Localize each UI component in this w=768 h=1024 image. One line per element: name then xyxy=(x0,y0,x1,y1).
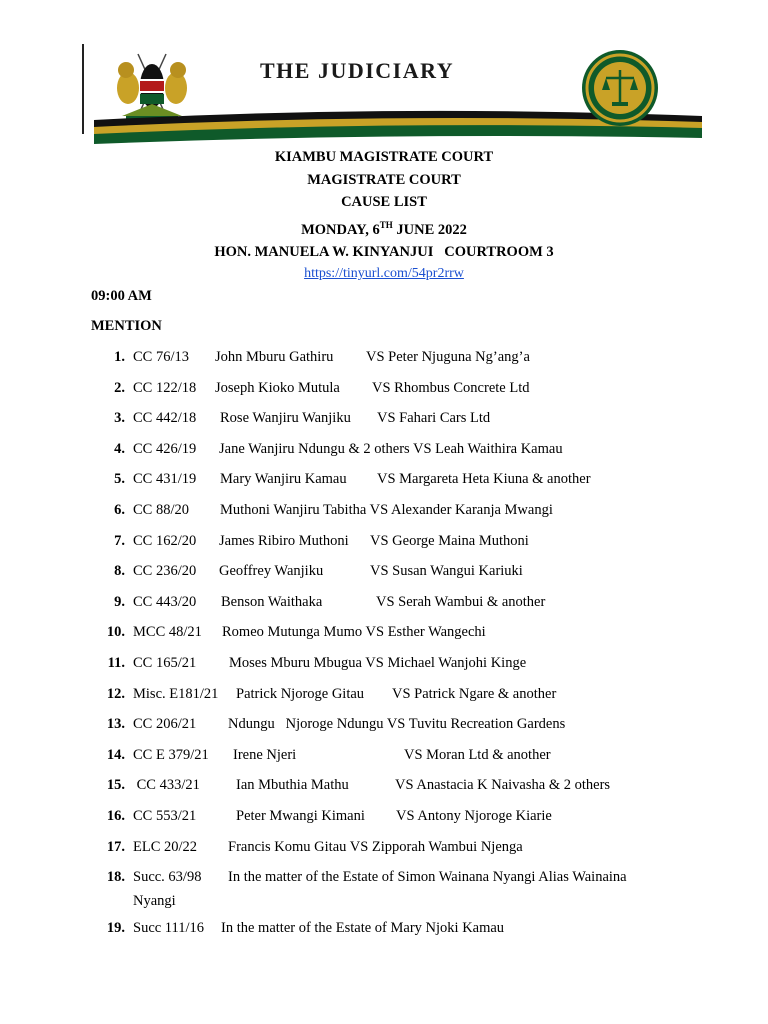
case-reference: CC 122/18 xyxy=(133,379,197,396)
case-respondent: VS Peter Njuguna Ng’ang’a xyxy=(366,349,530,365)
item-number: 5. xyxy=(114,471,125,488)
case-parties: Peter Mwangi Kimani xyxy=(236,807,365,824)
case-parties: Jane Wanjiru Ndungu & 2 others VS Leah Waithira Kamau xyxy=(219,440,563,457)
margin-rule xyxy=(82,44,84,134)
item-number: 9. xyxy=(114,593,125,610)
case-parties: John Mburu Gathiru xyxy=(215,349,334,365)
cause-list-item xyxy=(0,624,768,655)
case-parties: Benson Waithaka xyxy=(221,593,323,610)
case-reference: CC 431/19 xyxy=(133,471,197,488)
date-prefix: MONDAY, 6 xyxy=(301,221,380,238)
case-respondent: VS Rhombus Concrete Ltd xyxy=(372,379,530,396)
case-parties: Geoffrey Wanjiku xyxy=(219,563,324,580)
case-parties: Ndungu Njoroge Ndungu VS Tuvitu Recreation Gardens xyxy=(228,716,566,733)
item-number: 12. xyxy=(106,685,125,702)
case-parties: Muthoni Wanjiru Tabitha VS Alexander Karanja Mwangi xyxy=(220,501,553,518)
case-reference: CC 76/13 xyxy=(133,349,189,365)
case-reference: CC 165/21 xyxy=(133,654,197,671)
item-number: 1. xyxy=(114,349,125,365)
case-parties: Mary Wanjiru Kamau xyxy=(220,471,347,488)
cause-list-item xyxy=(0,410,768,441)
list-type: CAUSE LIST xyxy=(341,194,427,210)
case-reference: MCC 48/21 xyxy=(133,624,202,641)
case-reference: CC 236/20 xyxy=(133,563,197,580)
case-parties: In the matter of the Estate of Mary Njoki Kamau xyxy=(221,920,505,937)
case-reference: Succ. 63/98 xyxy=(133,869,202,886)
date-superscript: TH xyxy=(379,219,393,230)
case-reference: CC 88/20 xyxy=(133,501,189,518)
case-parties: Irene Njeri xyxy=(233,746,297,763)
item-number: 18. xyxy=(106,869,125,886)
item-number: 17. xyxy=(106,838,125,855)
case-respondent: VS Anastacia K Naivasha & 2 others xyxy=(395,777,611,794)
cause-list-item xyxy=(0,839,768,870)
case-parties: Joseph Kioko Mutula xyxy=(215,379,340,396)
case-parties: Francis Komu Gitau VS Zipporah Wambui Njenga xyxy=(228,838,523,855)
cause-list-item xyxy=(0,441,768,472)
item-number: 15. xyxy=(106,777,125,794)
cause-list-item xyxy=(0,920,768,951)
case-reference: CC 162/20 xyxy=(133,532,197,549)
case-parties: Moses Mburu Mbugua VS Michael Wanjohi Kinge xyxy=(229,654,527,671)
judiciary-seal-icon xyxy=(580,48,660,128)
item-number: 10. xyxy=(106,624,125,641)
item-number: 11. xyxy=(107,654,125,671)
case-reference: CC 426/19 xyxy=(133,440,197,457)
case-respondent: VS Moran Ltd & another xyxy=(404,746,551,763)
cause-list-item xyxy=(0,747,768,778)
item-number: 4. xyxy=(114,440,125,457)
case-respondent: VS Antony Njoroge Kiarie xyxy=(396,807,552,824)
hearing-date xyxy=(0,214,768,241)
document-title-block xyxy=(0,146,768,285)
case-parties-continuation: Nyangi xyxy=(133,893,176,910)
case-parties: Patrick Njoroge Gitau xyxy=(236,685,365,702)
case-reference: ELC 20/22 xyxy=(133,838,198,855)
case-respondent: VS Serah Wambui & another xyxy=(376,593,546,610)
case-reference: Succ 111/16 xyxy=(133,920,205,937)
case-reference: CC 433/21 xyxy=(133,777,200,794)
cause-list-item xyxy=(0,686,768,717)
item-number: 14. xyxy=(106,746,125,763)
cause-list-item xyxy=(0,533,768,564)
item-number: 6. xyxy=(114,501,125,518)
virtual-court-link[interactable]: https://tinyurl.com/54pr2rrw xyxy=(304,266,464,282)
case-respondent: VS Margareta Heta Kiuna & another xyxy=(377,471,591,488)
cause-list xyxy=(0,349,768,951)
item-number: 8. xyxy=(114,563,125,580)
item-number: 19. xyxy=(106,920,125,937)
item-number: 3. xyxy=(114,410,125,427)
session-time: 09:00 AM xyxy=(91,288,152,304)
cause-list-item xyxy=(0,349,768,380)
case-parties: In the matter of the Estate of Simon Wainana Nyangi Alias Wainaina xyxy=(228,869,627,886)
court-name: KIAMBU MAGISTRATE COURT xyxy=(274,149,494,165)
case-parties: James Ribiro Muthoni xyxy=(219,532,349,549)
item-number: 7. xyxy=(114,532,125,549)
cause-list-item xyxy=(0,777,768,808)
case-parties: Ian Mbuthia Mathu xyxy=(236,777,349,794)
letterhead-title: THE JUDICIARY xyxy=(260,58,455,83)
date-suffix: JUNE 2022 xyxy=(392,221,467,238)
cause-list-item xyxy=(0,655,768,686)
cause-list-item xyxy=(0,563,768,594)
item-number: 2. xyxy=(114,379,125,396)
item-number: 16. xyxy=(106,807,125,824)
court-type: MAGISTRATE COURT xyxy=(307,171,461,188)
case-respondent: VS Susan Wangui Kariuki xyxy=(370,563,523,580)
cause-list-item xyxy=(0,808,768,839)
case-reference: Misc. E181/21 xyxy=(133,685,219,702)
cause-list-item xyxy=(0,869,768,920)
case-respondent: VS Fahari Cars Ltd xyxy=(377,410,491,427)
case-reference: CC 553/21 xyxy=(133,807,197,824)
case-reference: CC 443/20 xyxy=(133,593,197,610)
judge-courtroom: HON. MANUELA W. KINYANJUI COURTROOM 3 xyxy=(214,243,554,260)
cause-list-item xyxy=(0,380,768,411)
case-reference: CC E 379/21 xyxy=(133,746,209,763)
case-respondent: VS George Maina Muthoni xyxy=(370,532,529,549)
cause-list-item xyxy=(0,471,768,502)
case-respondent: VS Patrick Ngare & another xyxy=(392,685,557,702)
case-parties: Rose Wanjiru Wanjiku xyxy=(220,410,351,427)
item-number: 13. xyxy=(106,716,125,733)
letterhead xyxy=(94,40,702,140)
section-heading: MENTION xyxy=(91,318,162,334)
cause-list-item xyxy=(0,502,768,533)
cause-list-item xyxy=(0,716,768,747)
case-parties: Romeo Mutunga Mumo VS Esther Wangechi xyxy=(222,624,486,641)
cause-list-item xyxy=(0,594,768,625)
case-reference: CC 442/18 xyxy=(133,410,197,427)
case-reference: CC 206/21 xyxy=(133,716,197,733)
